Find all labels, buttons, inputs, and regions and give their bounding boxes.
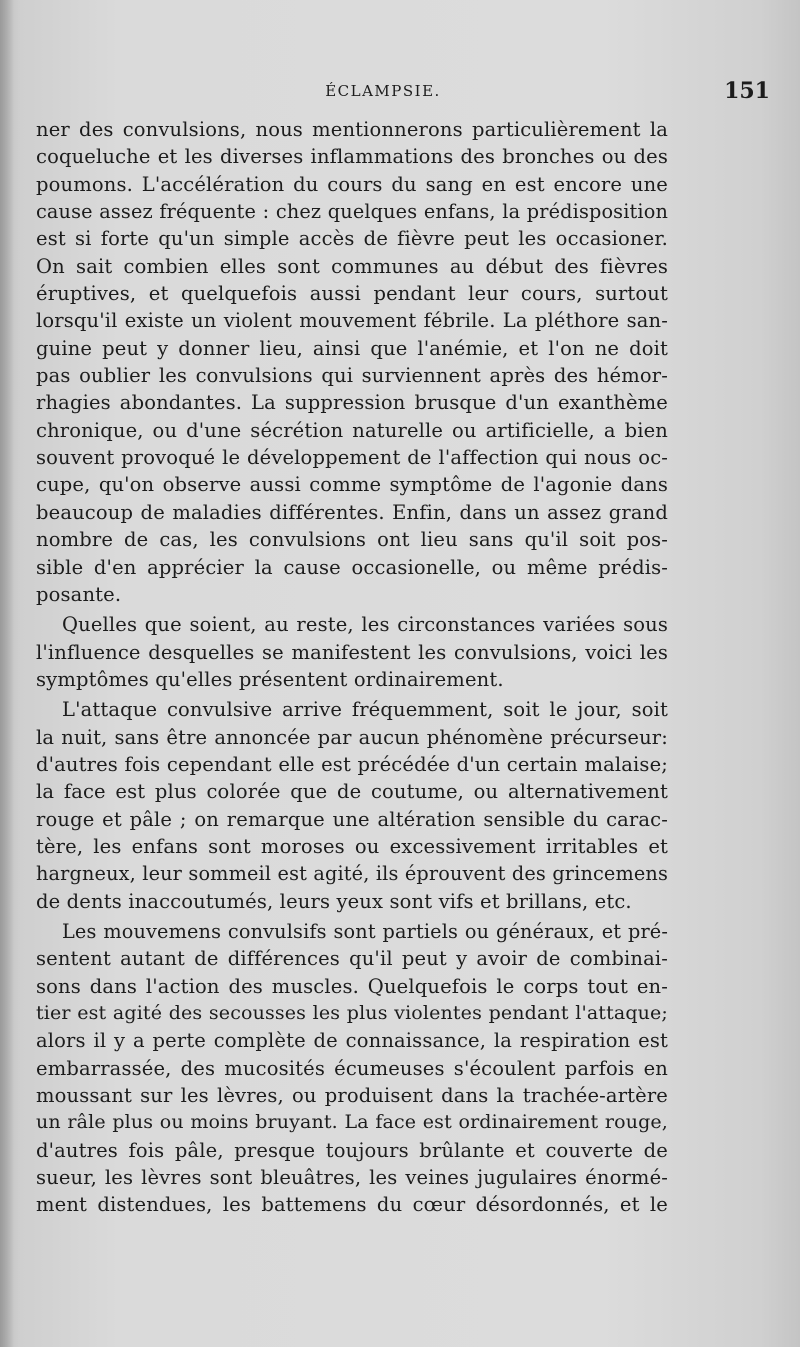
text-line: pas oublier les convulsions qui surviennent après des hémor-	[36, 364, 668, 388]
text-line: tère, les enfans sont moroses ou excessivement irritables et	[36, 834, 668, 858]
paragraph	[36, 918, 668, 1219]
text-line: On sait combien elles sont communes au début des fièvres	[36, 254, 668, 278]
text-line: l'influence desquelles se manifestent les convulsions, voici les	[36, 640, 668, 664]
paragraph	[36, 116, 668, 608]
text-line: hargneux, leur sommeil est agité, ils éprouvent des grincemens	[36, 862, 668, 886]
text-line: moussant sur les lèvres, ou produisent dans la trachée-artère	[36, 1084, 668, 1108]
text-line: symptômes qu'elles présentent ordinairement.	[36, 667, 504, 691]
text-line: beaucoup de maladies différentes. Enfin, dans un assez grand	[36, 500, 668, 524]
text-line: est si forte qu'un simple accès de fièvre peut les occasioner.	[36, 227, 668, 251]
text-line: embarrassée, des mucosités écumeuses s'écoulent parfois en	[36, 1056, 668, 1080]
text-line: souvent provoqué le développement de l'affection qui nous oc-	[36, 446, 668, 470]
page-number: 151	[724, 78, 770, 104]
text-line: d'autres fois pâle, presque toujours brûlante et couverte de	[36, 1138, 668, 1162]
text-line: nombre de cas, les convulsions ont lieu sans qu'il soit pos-	[36, 528, 668, 552]
text-line: L'attaque convulsive arrive fréquemment, soit le jour, soit	[62, 698, 668, 722]
text-line: lorsqu'il existe un violent mouvement fébrile. La pléthore san-	[36, 309, 668, 333]
text-line: sons dans l'action des muscles. Quelquefois le corps tout en-	[36, 974, 668, 998]
text-line: rhagies abondantes. La suppression brusque d'un exanthème	[36, 391, 668, 415]
paragraph	[36, 611, 668, 693]
text-line: coqueluche et les diverses inflammations des bronches ou des	[36, 145, 668, 169]
text-line: sible d'en apprécier la cause occasionelle, ou même prédis-	[36, 555, 668, 579]
text-line: posante.	[36, 582, 122, 606]
text-line: éruptives, et quelquefois aussi pendant leur cours, surtout	[36, 282, 668, 306]
text-line: de dents inaccoutumés, leurs yeux sont vifs et brillans, etc.	[36, 889, 632, 913]
text-line: cause assez fréquente : chez quelques enfans, la prédisposition	[36, 200, 668, 224]
text-line: guine peut y donner lieu, ainsi que l'anémie, et l'on ne doit	[36, 336, 668, 360]
text-line: rouge et pâle ; on remarque une altération sensible du carac-	[36, 807, 668, 831]
text-line: alors il y a perte complète de connaissance, la respiration est	[36, 1029, 668, 1053]
running-head: ÉCLAMPSIE.	[325, 82, 441, 100]
text-line: poumons. L'accélération du cours du sang en est encore une	[36, 172, 668, 196]
text-line: un râle plus ou moins bruyant. La face est ordinairement rouge,	[36, 1111, 668, 1134]
paragraph	[36, 696, 668, 915]
text-line: ment distendues, les battemens du cœur désordonnés, et le	[36, 1193, 668, 1217]
text-line: ner des convulsions, nous mentionnerons particulièrement la	[36, 118, 668, 141]
text-line: chronique, ou d'une sécrétion naturelle ou artificielle, a bien	[36, 418, 668, 442]
text-line: tier est agité des secousses les plus violentes pendant l'attaque;	[36, 1002, 668, 1024]
body-text	[36, 116, 668, 1219]
text-line: d'autres fois cependant elle est précédée d'un certain malaise;	[36, 752, 668, 776]
text-line: la nuit, sans être annoncée par aucun phénomène précurseur:	[36, 725, 668, 749]
page-header	[36, 78, 770, 112]
text-line: cupe, qu'on observe aussi comme symptôme de l'agonie dans	[36, 473, 668, 497]
text-line: Les mouvemens convulsifs sont partiels ou généraux, et pré-	[62, 919, 668, 943]
text-line: sentent autant de différences qu'il peut y avoir de combinai-	[36, 947, 668, 971]
text-line: sueur, les lèvres sont bleuâtres, les veines jugulaires énormé-	[36, 1166, 668, 1190]
text-line: Quelles que soient, au reste, les circonstances variées sous	[62, 613, 668, 637]
text-line: la face est plus colorée que de coutume, ou alternativement	[36, 780, 668, 804]
